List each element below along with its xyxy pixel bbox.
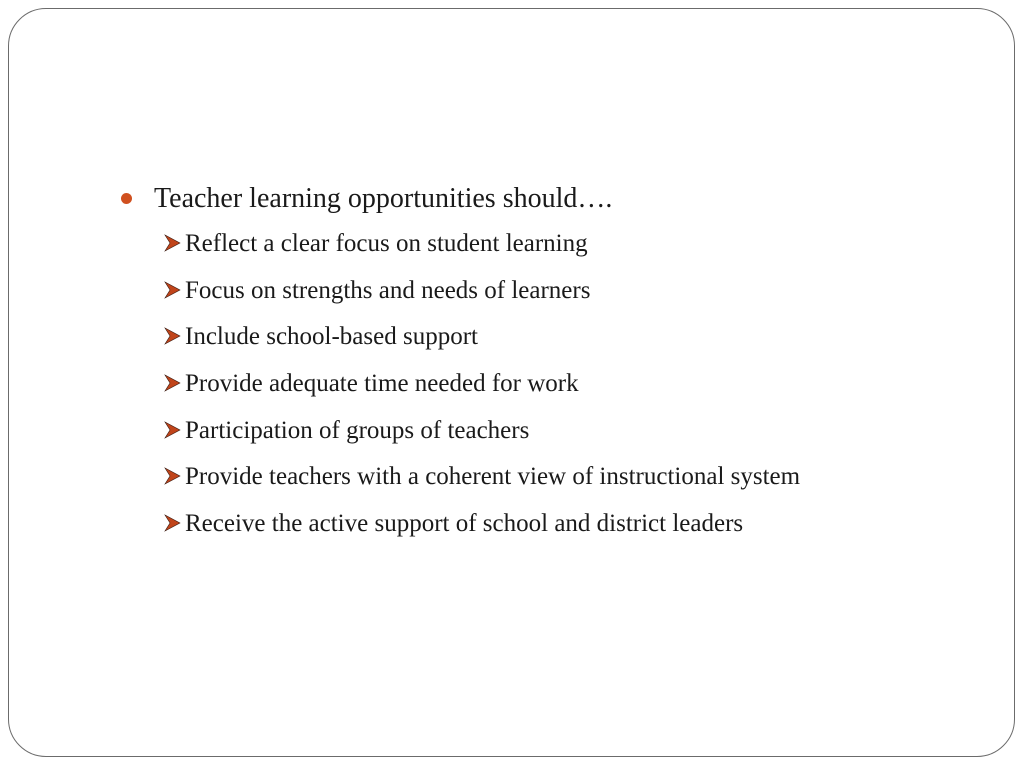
list-item (162, 501, 800, 548)
list-item-text: Focus on strengths and needs of learners (185, 276, 591, 304)
arrow-right-icon (162, 326, 182, 346)
list-item (162, 221, 800, 268)
bullet-dot-icon (121, 193, 132, 204)
arrow-right-icon (162, 233, 182, 253)
main-bullet-text: Teacher learning opportunities should…. (154, 183, 613, 214)
arrow-right-icon (162, 513, 182, 533)
list-item (162, 454, 800, 501)
slide (8, 8, 1015, 757)
arrow-right-icon (162, 466, 182, 486)
list-item (162, 407, 800, 454)
main-bullet (121, 177, 800, 221)
arrow-right-icon (162, 280, 182, 300)
list-item-text: Include school-based support (185, 323, 478, 351)
list-item (162, 361, 800, 408)
list-item-text: Provide adequate time needed for work (185, 370, 579, 398)
slide-content (121, 177, 800, 547)
list-item (162, 314, 800, 361)
list-item-text: Provide teachers with a coherent view of instructional system (185, 463, 801, 491)
list-item-text: Receive the active support of school and district leaders (185, 509, 744, 537)
arrow-right-icon (162, 420, 182, 440)
list-item-text: Participation of groups of teachers (185, 416, 530, 444)
list-item (162, 268, 800, 315)
list-item-text: Reflect a clear focus on student learning (185, 230, 588, 258)
sub-bullet-list (121, 221, 800, 547)
arrow-right-icon (162, 373, 182, 393)
